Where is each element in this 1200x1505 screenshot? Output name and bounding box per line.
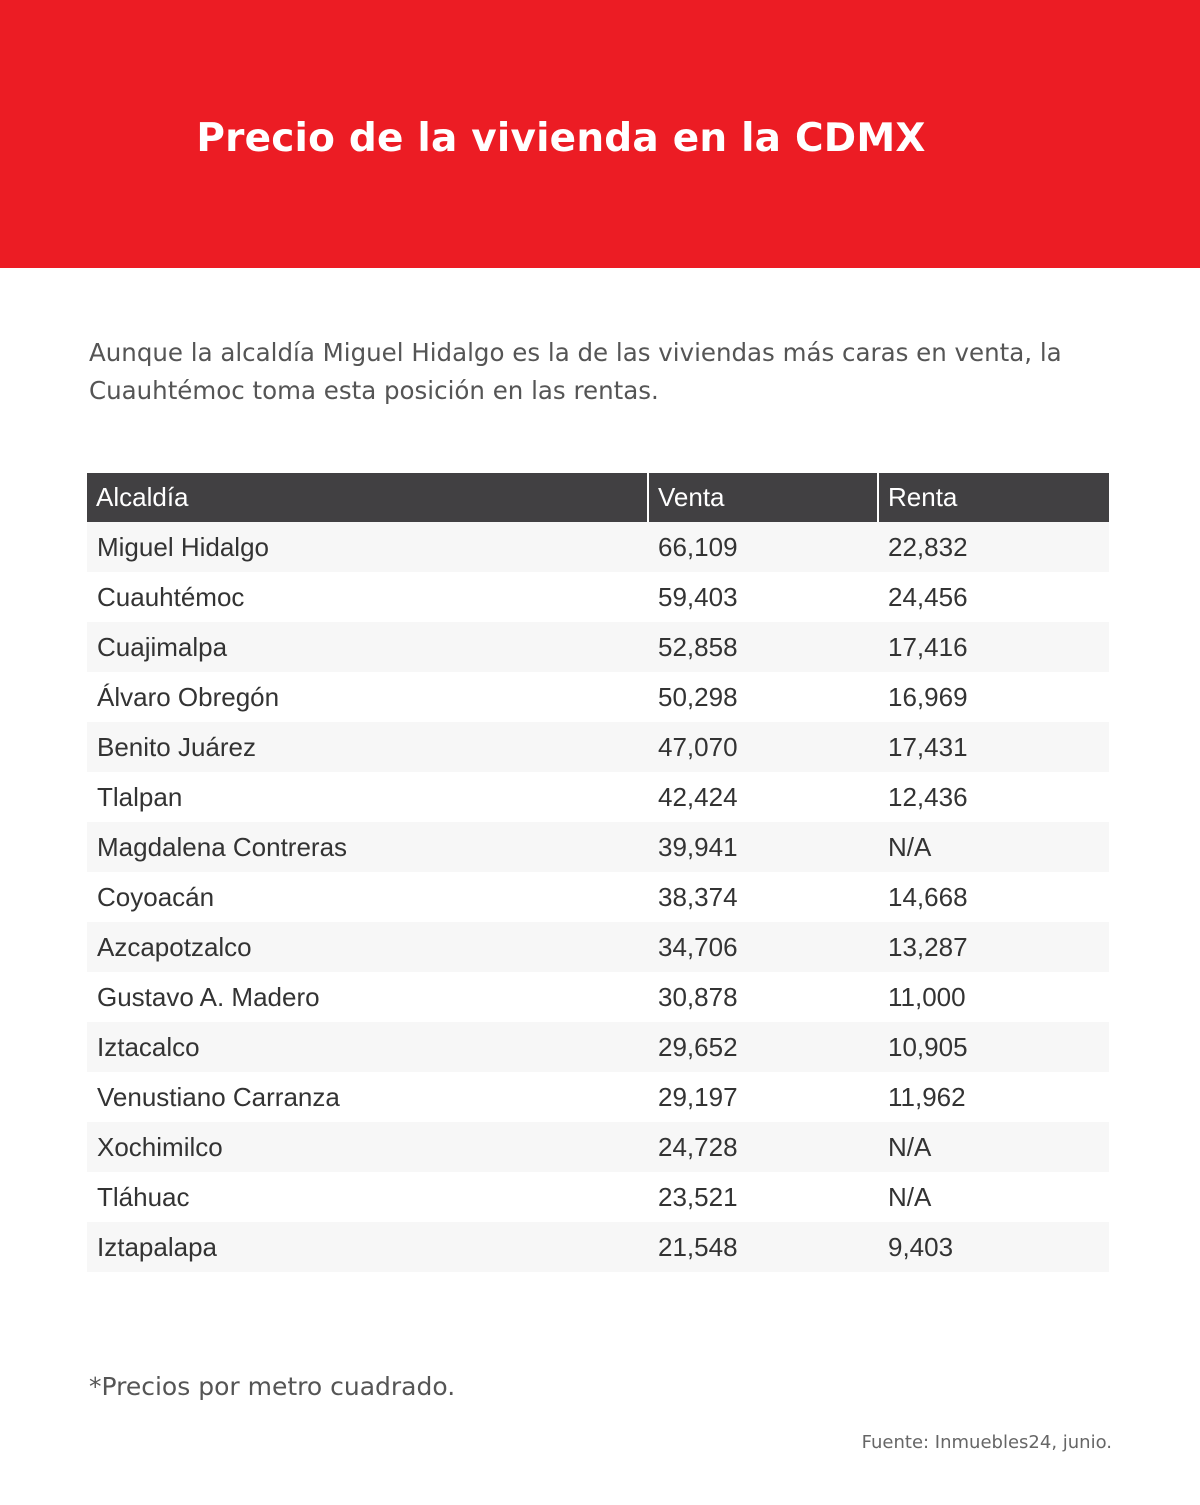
column-header-alcaldia: Alcaldía <box>87 473 648 522</box>
source-credit: Fuente: Inmuebles24, junio. <box>861 1432 1112 1453</box>
renta-cell: N/A <box>878 1122 1109 1172</box>
column-header-renta: Renta <box>878 473 1109 522</box>
renta-cell: 16,969 <box>888 681 968 712</box>
venta-cell: 29,652 <box>648 1022 878 1072</box>
alcaldia-cell: Xochimilco <box>87 1122 648 1172</box>
table-header-row <box>87 473 1109 522</box>
venta-cell: 24,728 <box>648 1122 878 1172</box>
venta-cell: 29,197 <box>658 1081 738 1112</box>
renta-cell: 10,905 <box>878 1022 1109 1072</box>
renta-cell: 14,668 <box>888 881 968 912</box>
venta-cell: 23,521 <box>658 1181 738 1212</box>
alcaldia-cell: Cuajimalpa <box>87 622 648 672</box>
venta-cell: 66,109 <box>648 522 878 572</box>
table-row <box>87 822 1109 872</box>
renta-cell: 24,456 <box>888 581 968 612</box>
page-title: Precio de la vivienda en la CDMX <box>196 116 926 161</box>
alcaldia-cell: Álvaro Obregón <box>97 681 280 712</box>
renta-cell: 12,436 <box>888 781 968 812</box>
alcaldia-cell: Iztapalapa <box>87 1222 648 1272</box>
renta-cell: 17,416 <box>878 622 1109 672</box>
alcaldia-cell: Gustavo A. Madero <box>97 981 320 1012</box>
table-row <box>87 1172 1109 1222</box>
intro-text: Aunque la alcaldía Miguel Hidalgo es la de las viviendas más caras en venta, la Cuauhtémoc toma esta posición en las rentas. <box>89 338 1062 405</box>
column-header-venta: Venta <box>648 473 878 522</box>
table-row <box>87 572 1109 622</box>
renta-cell: 9,403 <box>878 1222 1109 1272</box>
alcaldia-cell: Cuauhtémoc <box>97 581 245 612</box>
table-row <box>87 1122 1109 1172</box>
table-row <box>87 772 1109 822</box>
table-row <box>87 872 1109 922</box>
table-row <box>87 1072 1109 1122</box>
renta-cell: N/A <box>888 1181 932 1212</box>
table-row <box>87 622 1109 672</box>
table-row <box>87 1222 1109 1272</box>
renta-cell: 22,832 <box>878 522 1109 572</box>
venta-cell: 39,941 <box>648 822 878 872</box>
table-row <box>87 922 1109 972</box>
alcaldia-cell: Tlalpan <box>97 781 183 812</box>
alcaldia-cell: Coyoacán <box>97 881 215 912</box>
venta-cell: 47,070 <box>648 722 878 772</box>
alcaldia-cell: Tláhuac <box>97 1181 190 1212</box>
alcaldia-cell: Magdalena Contreras <box>87 822 648 872</box>
table-row <box>87 722 1109 772</box>
venta-cell: 59,403 <box>658 581 738 612</box>
alcaldia-cell: Miguel Hidalgo <box>87 522 648 572</box>
table-row <box>87 672 1109 722</box>
alcaldia-cell: Venustiano Carranza <box>97 1081 340 1112</box>
renta-cell: 17,431 <box>878 722 1109 772</box>
venta-cell: 30,878 <box>658 981 738 1012</box>
header-banner <box>0 0 1200 268</box>
table-row <box>87 1022 1109 1072</box>
renta-cell: 11,962 <box>888 1081 966 1112</box>
table-row <box>87 522 1109 572</box>
venta-cell: 50,298 <box>658 681 738 712</box>
table-row <box>87 972 1109 1022</box>
renta-cell: N/A <box>878 822 1109 872</box>
venta-cell: 52,858 <box>648 622 878 672</box>
venta-cell: 21,548 <box>648 1222 878 1272</box>
venta-cell: 42,424 <box>658 781 738 812</box>
footnote: *Precios por metro cuadrado. <box>89 1372 456 1401</box>
alcaldia-cell: Iztacalco <box>87 1022 648 1072</box>
alcaldia-cell: Azcapotzalco <box>87 922 648 972</box>
price-table <box>86 473 1109 1272</box>
venta-cell: 34,706 <box>648 922 878 972</box>
venta-cell: 38,374 <box>658 881 738 912</box>
renta-cell: 11,000 <box>888 981 966 1012</box>
alcaldia-cell: Benito Juárez <box>87 722 648 772</box>
renta-cell: 13,287 <box>878 922 1109 972</box>
